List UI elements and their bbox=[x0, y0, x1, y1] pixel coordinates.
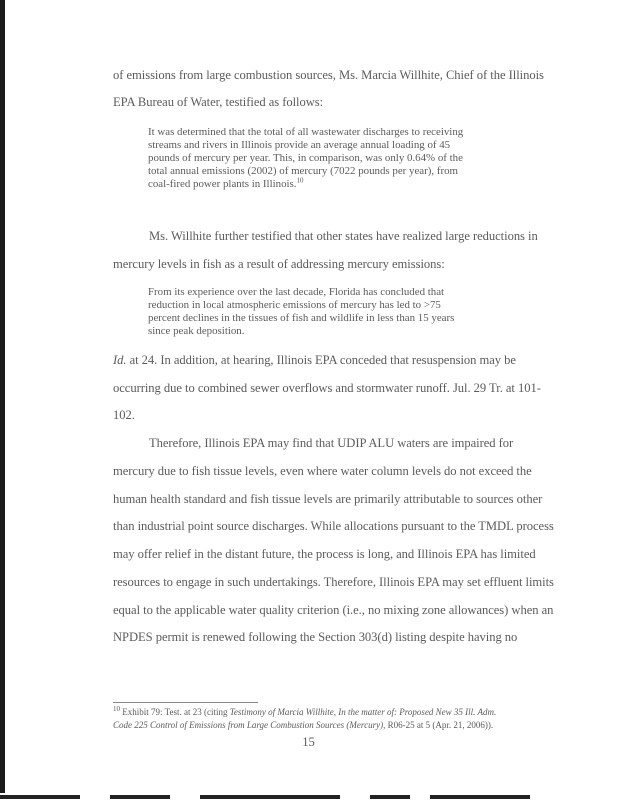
block-quote-line: reduction in local atmospheric emissions of mercury has led to >75 bbox=[148, 299, 441, 311]
footnote-line bbox=[113, 706, 543, 719]
body-line: NPDES permit is renewed following the Section 303(d) listing despite having no bbox=[113, 630, 518, 644]
scan-edge bbox=[0, 0, 5, 800]
block-quote-line bbox=[148, 178, 508, 191]
block-quote-line: streams and rivers in Illinois provide an average annual loading of 45 bbox=[148, 139, 451, 151]
citation-id: Id. bbox=[113, 353, 127, 367]
body-line: of emissions from large combustion sources, Ms. Marcia Willhite, Chief of the Illinois bbox=[113, 68, 544, 82]
block-quote-line: pounds of mercury per year. This, in comparison, was only 0.64% of the bbox=[148, 152, 463, 164]
body-line: Therefore, Illinois EPA may find that UDIP ALU waters are impaired for bbox=[149, 436, 514, 450]
footnote-number: 10 bbox=[113, 705, 120, 713]
block-quote-line: From its experience over the last decade, Florida has concluded that bbox=[148, 286, 445, 298]
block-quote-line: since peak deposition. bbox=[148, 325, 245, 337]
body-line: Ms. Willhite further testified that other states have realized large reductions in bbox=[149, 229, 538, 243]
body-line: 102. bbox=[113, 408, 135, 422]
body-line: mercury due to fish tissue levels, even where water column levels do not exceed the bbox=[113, 464, 532, 478]
block-quote-line: total annual emissions (2002) of mercury (7022 pounds per year), from bbox=[148, 165, 459, 177]
body-text: at 24. In addition, at hearing, Illinois EPA conceded that resuspension may be bbox=[126, 353, 516, 367]
footnote-citation: Testimony of Marcia Willhite, In the matter of: Proposed New 35 Ill. Adm. bbox=[229, 707, 497, 717]
block-quote-text: coal-fired power plants in Illinois. bbox=[148, 178, 297, 190]
footnote-divider bbox=[113, 702, 258, 703]
body-line: equal to the applicable water quality criterion (i.e., no mixing zone allowances) when an bbox=[113, 603, 554, 617]
block-quote-line: It was determined that the total of all wastewater discharges to receiving bbox=[148, 126, 464, 138]
body-line: may offer relief in the distant future, the process is long, and Illinois EPA has limited bbox=[113, 547, 536, 561]
body-line: occurring due to combined sewer overflows and stormwater runoff. Jul. 29 Tr. at 101- bbox=[113, 381, 541, 395]
block-quote-line: percent declines in the tissues of fish and wildlife in less than 15 years bbox=[148, 312, 455, 324]
footnote bbox=[113, 706, 543, 731]
footnote-text: , R06-25 at 5 (Apr. 21, 2006)). bbox=[383, 719, 494, 730]
body-line: than industrial point source discharges. While allocations pursuant to the TMDL process bbox=[113, 519, 554, 533]
footnote-line bbox=[113, 719, 543, 732]
body-line: resources to engage in such undertakings. Therefore, Illinois EPA may set effluent limits bbox=[113, 575, 554, 589]
body-line: human health standard and fish tissue levels are primarily attributable to sources other bbox=[113, 492, 543, 506]
scan-edge-bottom bbox=[0, 793, 617, 800]
body-line: EPA Bureau of Water, testified as follows: bbox=[113, 95, 324, 109]
footnote-ref: 10 bbox=[296, 176, 304, 185]
footnote-citation: Code 225 Control of Emissions from Large Combustion Sources (Mercury) bbox=[113, 719, 384, 730]
page-number: 15 bbox=[302, 735, 315, 749]
footnote-text: Exhibit 79: Test. at 23 (citing bbox=[120, 707, 230, 717]
body-line bbox=[113, 353, 533, 368]
body-line: mercury levels in fish as a result of addressing mercury emissions: bbox=[113, 257, 445, 271]
